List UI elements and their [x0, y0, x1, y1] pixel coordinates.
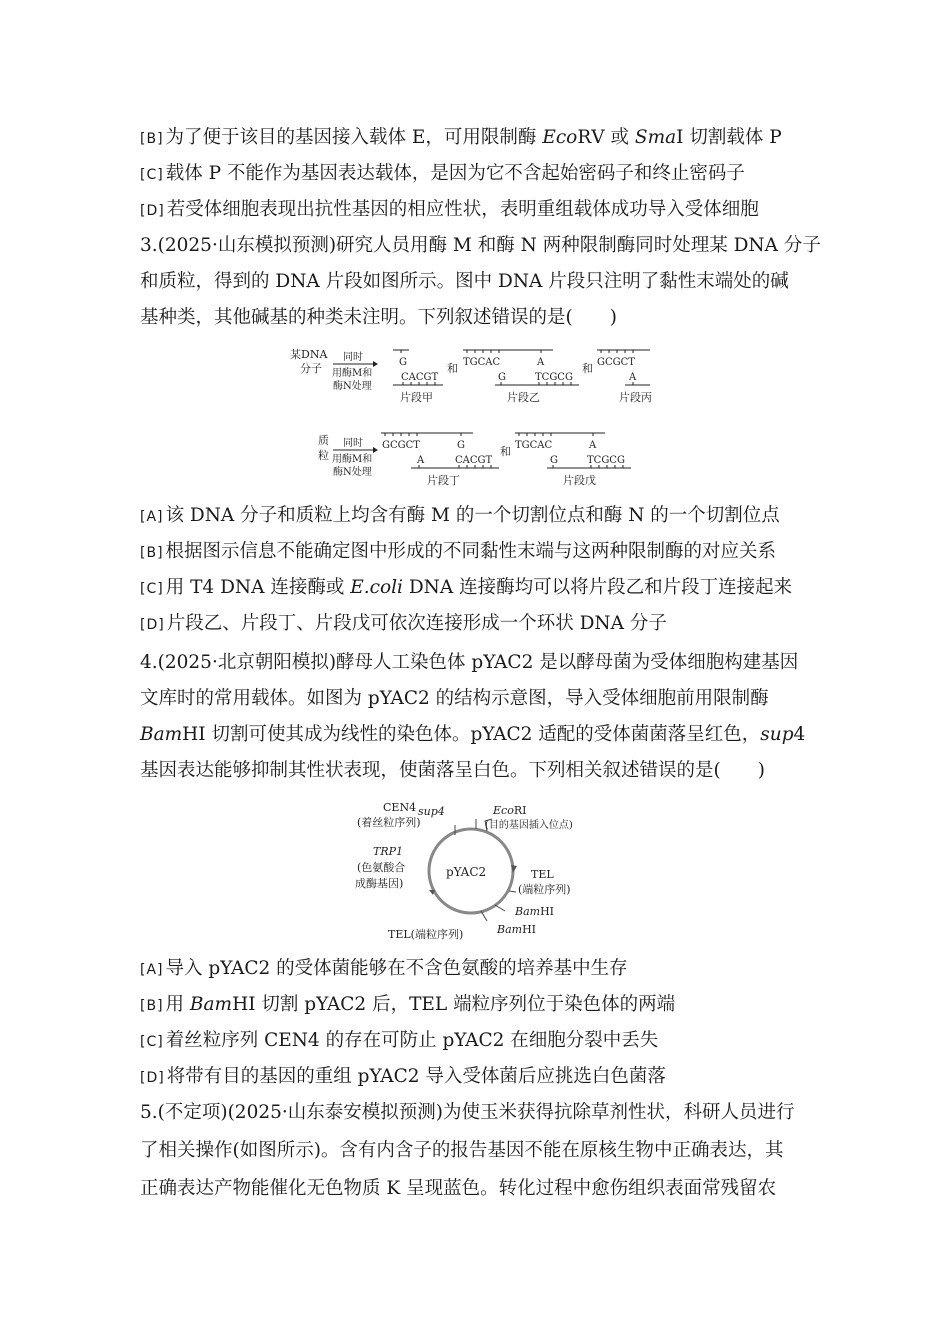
svg-text:G: G	[457, 440, 465, 451]
q3-option-a: [A] 该 DNA 分子和质粒上均含有酶 M 的一个切割位点和酶 N 的一个切割位点	[140, 505, 780, 526]
dna-label: 某DNA	[290, 348, 328, 361]
q4-stem-line-1: 4.(2025·北京朝阳模拟)酵母人工染色体 pYAC2 是以酵母菌为受体细胞构建基因	[140, 652, 799, 673]
q3-stem-line-3: 基种类，其他碱基的种类未注明。下列叙述错误的是( )	[140, 307, 617, 328]
q3-stem-line-1: 3.(2025·山东模拟预测)研究人员用酶 M 和酶 N 两种限制酶同时处理某 DNA 分子	[140, 235, 821, 256]
svg-text:TGCAC: TGCAC	[463, 357, 501, 368]
q5-stem-line-3: 正确表达产物能催化无色物质 K 呈现蓝色。转化过程中愈伤组织表面常残留农	[140, 1178, 777, 1199]
q4-option-a: [A] 导入 pYAC2 的受体菌能够在不含色氨酸的培养基中生存	[140, 958, 628, 979]
trp1-label: TRP1	[373, 845, 404, 858]
svg-text:CACGT: CACGT	[455, 455, 493, 466]
trp1-desc: 成酶基因)	[355, 877, 404, 890]
treat-label: 同时	[343, 352, 363, 363]
q4-pyac2-plasmid-figure	[335, 795, 625, 945]
svg-text:G: G	[550, 455, 558, 466]
svg-text:片段戊: 片段戊	[563, 474, 596, 487]
svg-text:片段丙: 片段丙	[619, 391, 652, 404]
option-tag: [B]	[140, 998, 164, 1014]
q2-option-d: [D] 若受体细胞表现出抗性基因的相应性状，表明重组载体成功导入受体细胞	[140, 199, 759, 220]
q5-stem-line-1: 5.(不定项)(2025·山东泰安模拟预测)为使玉米获得抗除草剂性状，科研人员进行	[140, 1102, 795, 1123]
svg-text:片段丁: 片段丁	[427, 474, 460, 487]
tel-right-label: TEL	[531, 868, 554, 881]
q4-stem-line-4: 基因表达能够抑制其性状表现，使菌落呈白色。下列相关叙述错误的是( )	[140, 760, 765, 781]
q4-stem-line-3: BamHⅠ 切割可使其成为线性的染色体。pYAC2 适配的受体菌菌落呈红色，sup4	[140, 724, 806, 745]
tel-right-desc: (端粒序列)	[518, 883, 571, 896]
svg-text:A: A	[537, 357, 545, 368]
svg-text:TCGCG: TCGCG	[535, 372, 573, 383]
svg-text:TGCAC: TGCAC	[515, 440, 553, 451]
q3-stem-line-2: 和质粒，得到的 DNA 片段如图所示。图中 DNA 片段只注明了黏性末端处的碱	[140, 271, 789, 292]
option-tag: [A]	[140, 509, 164, 525]
cen4-label: CEN4	[383, 801, 417, 814]
bamh1-marker	[495, 905, 505, 911]
q4-stem-line-2: 文库时的常用载体。如图为 pYAC2 的结构示意图，导入受体细胞前用限制酶	[140, 688, 769, 709]
and-label: 和	[582, 362, 593, 375]
fragment-wu	[515, 433, 631, 487]
option-tag: [B]	[140, 545, 164, 561]
q2-option-b: [B] 为了便于该目的基因接入载体 E，可用限制酶 EcoRⅤ 或 SmaⅠ 切割载体 P	[140, 127, 782, 148]
cen4-desc: (着丝粒序列)	[357, 816, 421, 829]
q4-option-d: [D] 将带有目的基因的重组 pYAC2 导入受体菌后应挑选白色菌落	[140, 1066, 666, 1087]
svg-text:GCGCT: GCGCT	[382, 440, 420, 451]
plasmid-label: 粒	[318, 449, 329, 462]
q2-option-c: [C] 载体 P 不能作为基因表达载体，是因为它不含起始密码子和终止密码子	[140, 163, 745, 184]
tel-bottom-label: TEL(端粒序列)	[388, 928, 464, 941]
bamh1-label: BamHⅠ	[515, 905, 555, 918]
and-label: 和	[500, 445, 511, 458]
svg-text:GCGCT: GCGCT	[597, 357, 635, 368]
q5-stem-line-2: 了相关操作(如图所示)。含有内含子的报告基因不能在原核生物中正确表达，其	[140, 1140, 784, 1161]
fragment-ding	[381, 433, 499, 487]
option-tag: [C]	[140, 1034, 164, 1050]
svg-text:片段乙: 片段乙	[507, 391, 540, 404]
svg-text:G: G	[498, 372, 506, 383]
arrow-head	[373, 361, 378, 367]
q3-option-b: [B] 根据图示信息不能确定图中形成的不同黏性末端与这两种限制酶的对应关系	[140, 541, 777, 562]
svg-text:片段甲: 片段甲	[400, 391, 433, 404]
q3-option-d: [D] 片段乙、片段丁、片段戊可依次连接形成一个环状 DNA 分子	[140, 613, 667, 634]
treat-label: 同时	[343, 438, 363, 449]
q4-option-c: [C] 着丝粒序列 CEN4 的存在可防止 pYAC2 在细胞分裂中丢失	[140, 1030, 659, 1051]
option-tag: [D]	[140, 617, 165, 633]
svg-text:TCGCG: TCGCG	[587, 455, 625, 466]
option-tag: [C]	[140, 167, 164, 183]
svg-text:A: A	[417, 455, 425, 466]
q3-option-c: [C] 用 T4 DNA 连接酶或 E.coli DNA 连接酶均可以将片段乙和片段丁连接起来	[140, 577, 793, 598]
treat-label: 酶N处理	[333, 467, 372, 478]
tel-right-marker	[509, 891, 516, 892]
ecori-label: EcoRⅠ	[493, 804, 527, 817]
treat-label: 酶N处理	[333, 381, 372, 392]
svg-text:A: A	[629, 372, 637, 383]
option-tag: [C]	[140, 581, 164, 597]
svg-text:A: A	[589, 440, 597, 451]
svg-text:G: G	[399, 357, 407, 368]
bamh1-label: BamHⅠ	[497, 923, 537, 936]
sup4-label: sup4	[418, 805, 445, 818]
treat-label: 用酶M和	[332, 454, 373, 465]
fragment-bing	[597, 350, 652, 404]
option-tag: [A]	[140, 962, 164, 978]
arrow-head	[373, 447, 378, 453]
option-tag: [D]	[140, 1070, 165, 1086]
q4-option-b: [B] 用 BamHⅠ 切割 pYAC2 后，TEL 端粒序列位于染色体的两端	[140, 994, 676, 1015]
plasmid-label: 质	[318, 434, 329, 447]
fragment-jia	[393, 350, 443, 404]
dna-label: 分子	[300, 362, 322, 375]
ecori-desc: (目的基因插入位点)	[485, 820, 573, 831]
svg-text:CACGT: CACGT	[401, 372, 439, 383]
plasmid-name: pYAC2	[446, 865, 487, 879]
option-tag: [D]	[140, 203, 165, 219]
q3-dna-fragments-figure	[285, 340, 675, 495]
option-tag: [B]	[140, 131, 164, 147]
and-label: 和	[447, 362, 458, 375]
treat-label: 用酶M和	[332, 368, 373, 379]
fragment-yi	[463, 350, 579, 404]
trp1-desc: (色氨酸合	[357, 861, 406, 874]
